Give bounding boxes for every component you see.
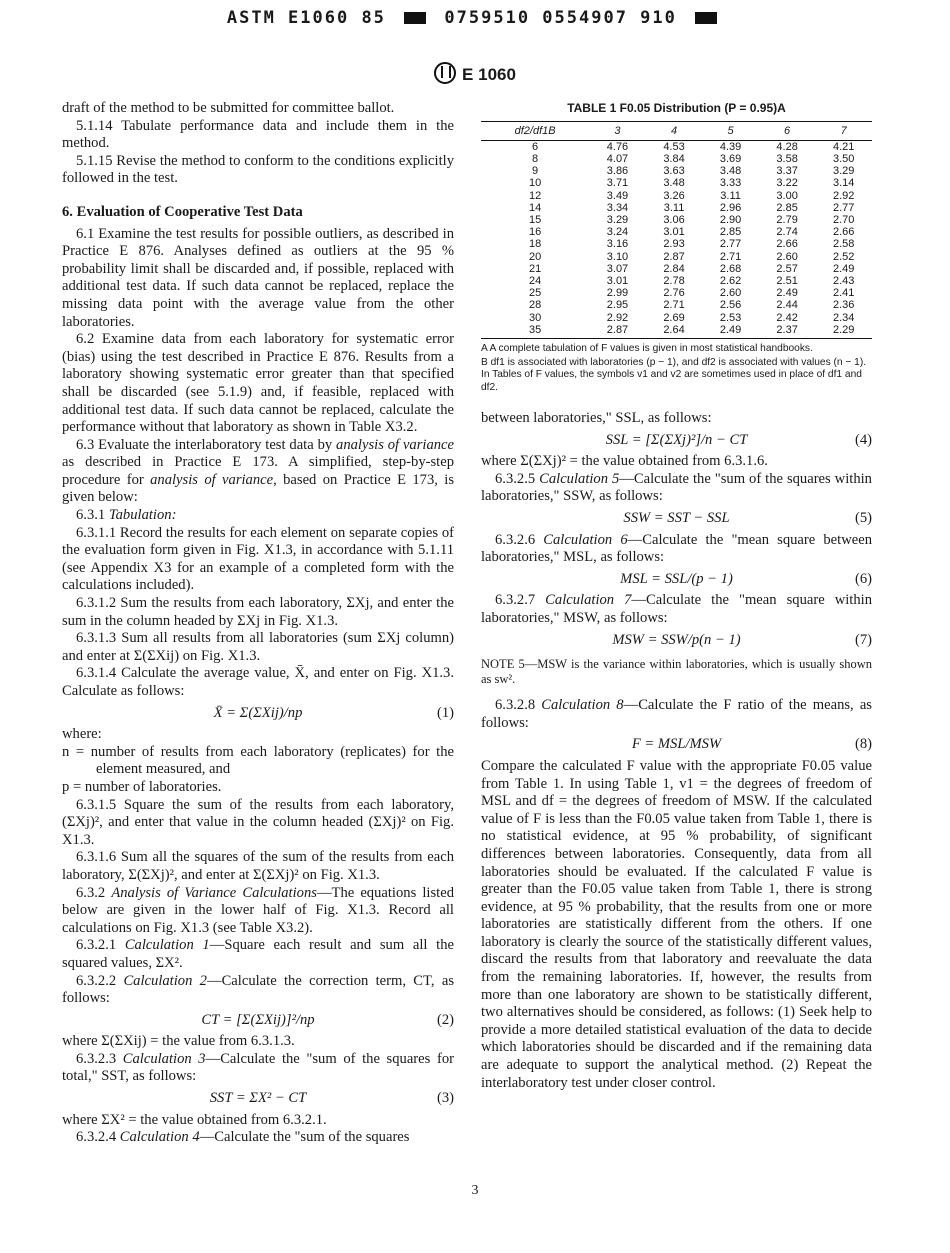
- paragraph: 6.3.2.4 Calculation 4—Calculate the "sum of the squares: [76, 1129, 410, 1146]
- table-cell: 2.60: [776, 250, 798, 263]
- table-cell: 4.76: [606, 140, 629, 153]
- table-cell: 3.14: [832, 177, 855, 190]
- table-cell: 3.48: [719, 165, 742, 178]
- equation-number: (5): [854, 510, 872, 527]
- equation-6: MSL = SSL/(p − 1) (6): [620, 570, 872, 587]
- document-code-header: [0, 8, 950, 28]
- equation-7: MSW = SSW/p(n − 1) (7): [612, 631, 872, 648]
- table-row: [481, 287, 872, 299]
- table-cell: 2.37: [759, 324, 816, 339]
- table-row: [481, 140, 872, 153]
- equation-number: (1): [436, 704, 454, 721]
- table-row: [481, 214, 872, 226]
- table-footnote: A A complete tabulation of F values is given in most statistical handbooks.: [481, 343, 813, 355]
- table-cell: 2.68: [719, 262, 742, 275]
- standard-number: E 1060: [462, 65, 516, 84]
- equation-number: (6): [854, 570, 872, 587]
- equation-2: CT = [Σ(ΣXij)]²/np (2): [201, 1011, 454, 1028]
- table-column-header: 5: [702, 121, 759, 140]
- table-row-header: 35: [481, 324, 589, 339]
- table-cell: 2.85: [776, 201, 798, 214]
- table-row-header: 6: [532, 140, 539, 153]
- paragraph: 6.1 Examine the test results for possible outliers, as described in Practice E 876. Analyses defined as outliers at the 95 % probability limit shall be discarded and, if possible, replaced with additional test data. If such data cannot be replaced, replace the missing data point with the average value from the other laboratories.: [62, 225, 454, 330]
- where-label: where:: [62, 726, 102, 743]
- left-column: [62, 100, 454, 1147]
- table-row-header: 14: [528, 201, 542, 214]
- black-block-mark: [695, 12, 717, 24]
- table-cell: 2.87: [663, 250, 685, 263]
- table-header-row: [481, 121, 872, 140]
- table-row-header: 18: [528, 238, 542, 251]
- table-row-header: 9: [532, 165, 539, 178]
- f-distribution-table: [481, 121, 872, 339]
- equation-5: SSW = SST − SSL (5): [623, 510, 872, 527]
- table-row-header: 12: [528, 189, 542, 202]
- table-row-header: 25: [528, 287, 542, 300]
- table-cell: 2.43: [832, 275, 855, 288]
- black-block-mark: [404, 12, 426, 24]
- table-row: [481, 226, 872, 238]
- table-cell: 4.53: [663, 140, 685, 153]
- table-row-header: 10: [528, 177, 542, 190]
- table-cell: 2.85: [719, 226, 742, 239]
- paragraph: 6.3.1 Tabulation:: [76, 507, 177, 524]
- table-cell: 2.52: [832, 250, 855, 263]
- equation-number: (8): [854, 736, 872, 753]
- table-cell: 3.69: [719, 153, 742, 165]
- astm-code: ASTM E1060 85: [226, 8, 386, 28]
- table-cell: 2.92: [832, 189, 855, 202]
- paragraph: between laboratories," SSL, as follows:: [481, 410, 712, 427]
- table-cell: 2.49: [702, 324, 759, 339]
- table-row: [481, 165, 872, 177]
- paragraph: 6.3.1.1 Record the results for each element on separate copies of the evaluation form given in Fig. X1.3, in accordance with 5.1.11 (see Appendix X3 for an example of a completed form with the calculations included).: [62, 524, 454, 594]
- table-cell: 2.49: [776, 287, 798, 300]
- table-cell: 3.26: [663, 189, 685, 202]
- table-cell: 3.29: [832, 165, 855, 178]
- table-cell: 2.62: [719, 275, 742, 288]
- table-cell: 3.01: [606, 275, 629, 288]
- paragraph: 6.3.2.7 Calculation 7—Calculate the "mean square within laboratories," MSW, as follows:: [481, 592, 872, 626]
- equation-number: (2): [436, 1011, 454, 1028]
- where-clause: where ΣX² = the value obtained from 6.3.2.1.: [62, 1111, 327, 1128]
- table-cell: 2.84: [663, 262, 685, 275]
- paragraph: Compare the calculated F value with the appropriate F0.05 value from Table 1. In using Table 1, v1 = the degrees of freedom of MSL and df = the degrees of freedom of MSW. If the calculated value of F is less than the F0.05 value taken from Table 1, there is no statistical evidence, at 95 % probability, of significant differences between laboratories. Consequently, data from all laboratories should be evaluated. If the calculated F value is greater than the F0.05 value taken from Table 1, there is strong evidence, at 95 % probability, that the results from one or more laboratories are statistically different from the others. If one laboratory is clearly the source of the statistically different values, discard the results from that laboratory and reevaluate the data from the remaining laboratories. If, however, the results from more than one laboratory are shown to be statistically different, two alternatives should be considered, as follows: (1) Seek help to provide a more detailed statistical evaluation of the data to decide which laboratories should be discarded and if the remaining data are adequate to support the analytical method. (2) Repeat the interlaboratory test under closer control.: [481, 757, 872, 1091]
- table-row-header: 28: [528, 299, 542, 312]
- equation-3: SST = ΣX² − CT (3): [209, 1090, 454, 1107]
- section-heading: 6. Evaluation of Cooperative Test Data: [62, 203, 303, 220]
- equation-8: F = MSL/MSW (8): [631, 736, 872, 753]
- table-cell: 2.87: [589, 324, 646, 339]
- table-cell: 2.64: [646, 324, 703, 339]
- paragraph: 6.3.1.3 Sum all results from all laboratories (sum ΣXj column) and enter at Σ(ΣXij) on Fig. X1.3.: [62, 630, 454, 664]
- table-row: [481, 263, 872, 275]
- astm-logo-icon: [434, 62, 456, 84]
- table-cell: 2.92: [606, 311, 629, 324]
- table-row: [481, 153, 872, 165]
- table-row-header: 8: [532, 153, 539, 165]
- table-row: [481, 312, 872, 324]
- table-cell: 2.69: [663, 311, 685, 324]
- table-cell: 2.53: [719, 311, 742, 324]
- table-row-header: 15: [528, 214, 542, 227]
- table-cell: 2.74: [776, 226, 798, 239]
- table-row: [481, 324, 872, 339]
- table-cell: 2.44: [776, 299, 798, 312]
- equation-number: (4): [854, 431, 872, 448]
- table-cell: 2.79: [776, 214, 798, 227]
- table-cell: 2.36: [832, 299, 855, 312]
- table-cell: 2.96: [719, 201, 742, 214]
- paragraph: 6.3.1.2 Sum the results from each laboratory, ΣXj, and enter the sum in the column headed by ΣXj in Fig. X1.3.: [62, 595, 454, 629]
- table-cell: 2.90: [719, 214, 742, 227]
- paragraph: 6.3 Evaluate the interlaboratory test data by analysis of variance as described in Practice E 173. A simplified, step-by-step procedure for analysis of variance, based on Practice E 173, is given below:: [62, 436, 455, 506]
- table-cell: 2.95: [606, 299, 629, 312]
- table-cell: 2.29: [815, 324, 872, 339]
- definition: p = number of laboratories.: [62, 778, 222, 795]
- table-cell: 3.49: [606, 189, 629, 202]
- paragraph: 6.3.2.6 Calculation 6—Calculate the "mean square between laboratories," MSL, as follows:: [481, 531, 872, 566]
- paragraph: 6.3.2.3 Calculation 3—Calculate the "sum of the squares for total," SST, as follows:: [62, 1050, 454, 1085]
- table-cell: 3.58: [776, 153, 798, 165]
- equation-number: (7): [854, 631, 872, 648]
- table-cell: 2.58: [832, 238, 855, 251]
- table-cell: 2.51: [776, 275, 798, 288]
- paragraph: 5.1.15 Revise the method to conform to the conditions explicitly followed in the test.: [62, 152, 454, 187]
- table-cell: 3.22: [776, 177, 798, 190]
- table-cell: 3.50: [832, 153, 855, 165]
- table-column-header: df2/df1B: [481, 121, 589, 140]
- table-row: [481, 202, 872, 214]
- table-column-header: 6: [759, 121, 816, 140]
- paragraph: 6.3.2.1 Calculation 1—Square each result and sum all the squared values, ΣX².: [62, 937, 454, 971]
- table-cell: 2.78: [663, 275, 685, 288]
- paragraph: 6.3.1.4 Calculate the average value, X̄, and enter on Fig. X1.3. Calculate as follows:: [62, 665, 454, 699]
- table-cell: 3.10: [606, 250, 629, 263]
- table-row-header: 24: [528, 275, 542, 288]
- where-clause: where Σ(ΣXj)² = the value obtained from 6.3.1.6.: [481, 453, 768, 470]
- definition: n = number of results from each laboratory (replicates) for the element measured, and: [62, 743, 454, 778]
- table-cell: 2.77: [719, 238, 742, 251]
- table-title: TABLE 1 F0.05 Distribution (P = 0.95)A: [567, 101, 786, 115]
- table-cell: 2.71: [719, 250, 742, 263]
- table-cell: 4.07: [606, 153, 629, 165]
- where-clause: where Σ(ΣXij) = the value from 6.3.1.3.: [62, 1033, 295, 1050]
- table-row: [481, 238, 872, 250]
- table-row-header: 21: [528, 262, 542, 275]
- paragraph: 6.3.2.5 Calculation 5—Calculate the "sum of the squares within laboratories," SSW, as follows:: [481, 470, 872, 505]
- table-cell: 2.76: [663, 287, 685, 300]
- right-column: [481, 100, 872, 1092]
- table-column-header: 7: [815, 121, 872, 140]
- table-cell: 3.33: [719, 177, 742, 190]
- table-cell: 2.77: [832, 201, 855, 214]
- table-cell: 3.24: [606, 226, 629, 239]
- table-row: [481, 299, 872, 311]
- note: NOTE 5—MSW is the variance within laboratories, which is usually shown as sw².: [481, 657, 872, 687]
- paragraph: 6.3.1.5 Square the sum of the results from each laboratory, (ΣXj)², and enter that value in the column headed (ΣXj)² on Fig. X1.3.: [62, 796, 454, 848]
- table-cell: 3.07: [606, 262, 629, 275]
- table-cell: 2.60: [719, 287, 742, 300]
- table-column-header: 3: [589, 121, 646, 140]
- paragraph: draft of the method to be submitted for committee ballot.: [62, 100, 395, 116]
- table-cell: 2.70: [832, 214, 855, 227]
- table-cell: 2.42: [776, 311, 798, 324]
- table-row-header: 30: [528, 311, 542, 324]
- table-cell: 2.34: [832, 311, 855, 324]
- equation-4: SSL = [Σ(ΣXj)²]/n − CT (4): [605, 431, 872, 448]
- table-cell: 3.37: [776, 165, 798, 178]
- table-footnote: B df1 is associated with laboratories (p − 1), and df2 is associated with values (n − 1). In Tables of F values, the symbols v1 and v2 are sometimes used in place of df1 and df2.: [481, 356, 867, 393]
- table-cell: 3.63: [663, 165, 685, 178]
- table-cell: 3.86: [606, 165, 629, 178]
- table-cell: 3.00: [776, 189, 798, 202]
- table-row-header: 16: [528, 226, 542, 239]
- table-cell: 2.66: [832, 226, 855, 239]
- standard-title: [0, 62, 950, 85]
- paragraph: 6.2 Examine data from each laboratory for systematic error (bias) using the test described in Practice E 876. Results from a laboratory showing systematic error greater than that specified shall be discarded (see 5.1.9) and, if feasible, replaced with additional test data. If such data cannot be replaced, calculate the performance without that laboratory as shown in Table X3.2.: [62, 331, 454, 436]
- paragraph: 5.1.14 Tabulate performance data and include them in the method.: [62, 117, 454, 152]
- table-row: [481, 251, 872, 263]
- table-cell: 4.21: [832, 140, 855, 153]
- paragraph: 6.3.2 Analysis of Variance Calculations—The equations listed below are given in the lower half of Fig. X1.3. Record all calculations on Fig. X1.3 (see Table X3.2).: [62, 884, 454, 936]
- equation-1: X̄ = Σ(ΣXij)/np (1): [213, 704, 454, 721]
- table-row-header: 20: [528, 250, 542, 263]
- table-cell: 3.29: [606, 214, 629, 227]
- paragraph: 6.3.1.6 Sum all the squares of the sum of the results from each laboratory, Σ(ΣXj)², and enter at Σ(ΣXj)² on Fig. X1.3.: [62, 849, 454, 883]
- table-cell: 3.16: [606, 238, 629, 251]
- table-cell: 3.01: [663, 226, 685, 239]
- table-cell: 2.49: [832, 262, 855, 275]
- table-cell: 4.28: [776, 140, 798, 153]
- table-cell: 3.71: [606, 177, 629, 190]
- table-cell: 3.11: [720, 189, 741, 202]
- barcode-digits: 0759510 0554907 910: [444, 8, 677, 28]
- table-cell: 2.71: [663, 299, 685, 312]
- table-column-header: 4: [646, 121, 703, 140]
- table-row: [481, 275, 872, 287]
- paragraph: 6.3.2.2 Calculation 2—Calculate the correction term, CT, as follows:: [62, 972, 454, 1007]
- table-cell: 2.99: [606, 287, 629, 300]
- table-cell: 2.66: [776, 238, 798, 251]
- table-row: [481, 177, 872, 189]
- table-cell: 2.56: [719, 299, 742, 312]
- page-number: 3: [471, 1183, 479, 1198]
- equation-number: (3): [436, 1090, 454, 1107]
- table-cell: 3.84: [663, 153, 685, 165]
- table-cell: 4.39: [719, 140, 742, 153]
- table-cell: 2.41: [832, 287, 855, 300]
- table-cell: 2.57: [776, 262, 798, 275]
- table-cell: 3.34: [606, 201, 629, 214]
- table-cell: 3.06: [663, 214, 685, 227]
- table-cell: 2.93: [663, 238, 685, 251]
- paragraph: 6.3.2.8 Calculation 8—Calculate the F ratio of the means, as follows:: [481, 697, 872, 731]
- table-cell: 3.11: [663, 201, 685, 214]
- table-row: [481, 190, 872, 202]
- table-cell: 3.48: [663, 177, 685, 190]
